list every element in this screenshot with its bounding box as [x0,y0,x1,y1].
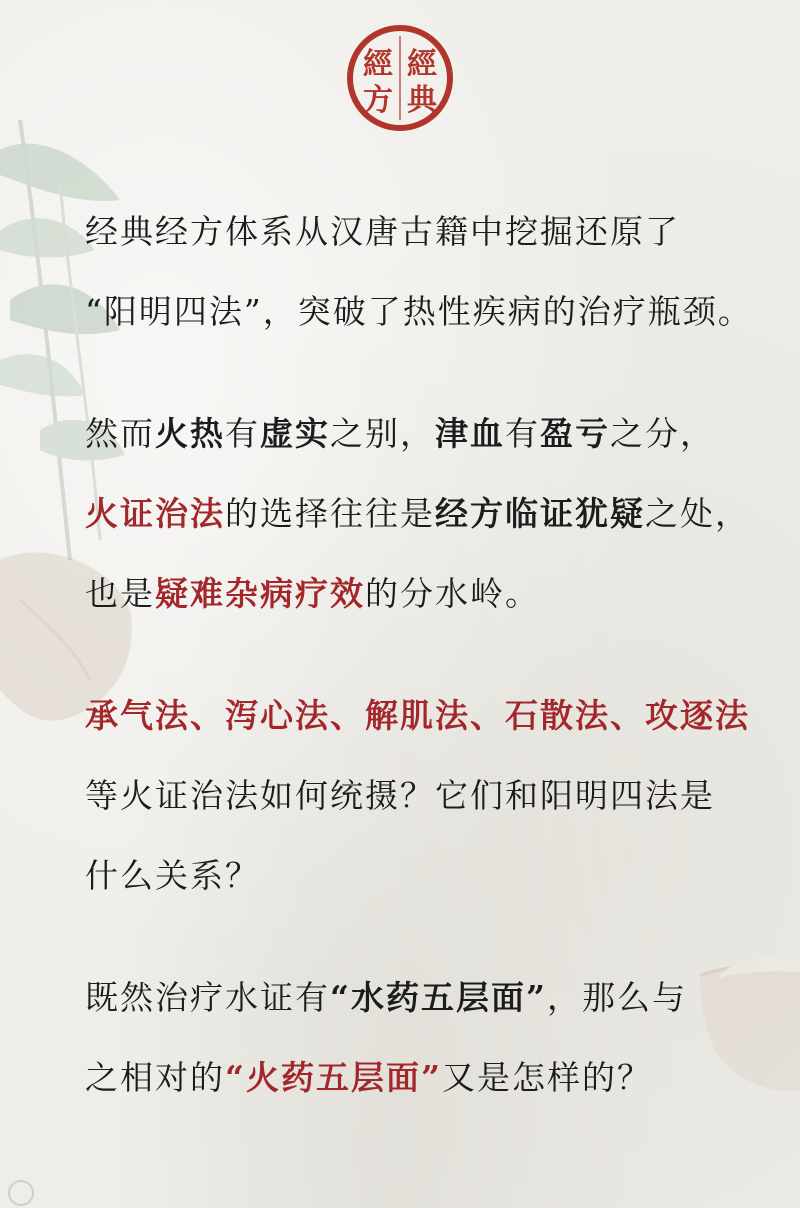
seal-logo [344,22,456,134]
seal-char-top-left: 經 [363,47,393,82]
highlight-text: 承气法、泻心法、解肌法、石散法、攻逐法 [85,696,750,735]
emphasis-text: 津血 [435,414,505,453]
text-segment: 既然治疗水证有 [85,978,330,1017]
leaf-shape [0,218,95,257]
text-segment: 有 [505,414,540,453]
paragraph-line [85,394,797,474]
paragraph-3 [85,676,797,916]
leaf-shape [0,354,85,396]
paragraph-line [85,676,797,756]
seal-char-top-right: 經 [407,47,437,82]
emphasis-text: 盈亏 [540,414,610,453]
text-segment: 的选择往往是 [225,494,435,533]
text-segment: 有 [225,414,260,453]
watermark-logo [8,1180,34,1206]
highlight-text: 疑难杂病疗效 [155,574,365,613]
highlight-text: “火药五层面” [225,1058,442,1097]
text-segment: 之相对的 [85,1058,225,1097]
text-segment: 也是 [85,574,155,613]
text-segment: 之处， [645,494,750,533]
emphasis-text: “水药五层面” [330,978,547,1017]
paragraph-2 [85,394,797,634]
text-segment: ，那么与 [546,978,687,1017]
paragraph-line [85,272,797,352]
paragraph-line [85,756,797,836]
seal-char-bottom-right: 典 [407,83,437,118]
text-segment: 的分水岭。 [365,574,540,613]
root-shape [20,600,90,680]
text-segment: 又是怎样的？ [441,1058,652,1097]
paragraph-line [85,836,797,916]
paragraph-line [85,474,797,554]
emphasis-text: 虚实 [260,414,330,453]
paragraph-1 [85,192,797,352]
paragraph-line [85,958,797,1038]
emphasis-text: 经方临证犹疑 [435,494,645,533]
stem-shape [20,120,70,560]
paragraph-line [85,192,797,272]
text-segment: “阳明四法”，突破了热性疾病的治疗瓶颈。 [85,292,753,331]
text-segment: 然而 [85,414,155,453]
paragraph-4 [85,958,797,1118]
highlight-text: 火证治法 [85,494,225,533]
text-segment: 之别， [330,414,435,453]
text-segment: 什么关系？ [85,856,260,895]
emphasis-text: 火热 [155,414,225,453]
text-segment: 经典经方体系从汉唐古籍中挖掘还原了 [85,212,680,251]
text-segment: 等火证治法如何统摄？它们和阳明四法是 [85,776,715,815]
text-segment: 之分， [610,414,715,453]
seal-char-bottom-left: 方 [363,83,393,118]
article-body [85,192,797,1160]
paragraph-line [85,1038,797,1118]
paragraph-line [85,554,797,634]
